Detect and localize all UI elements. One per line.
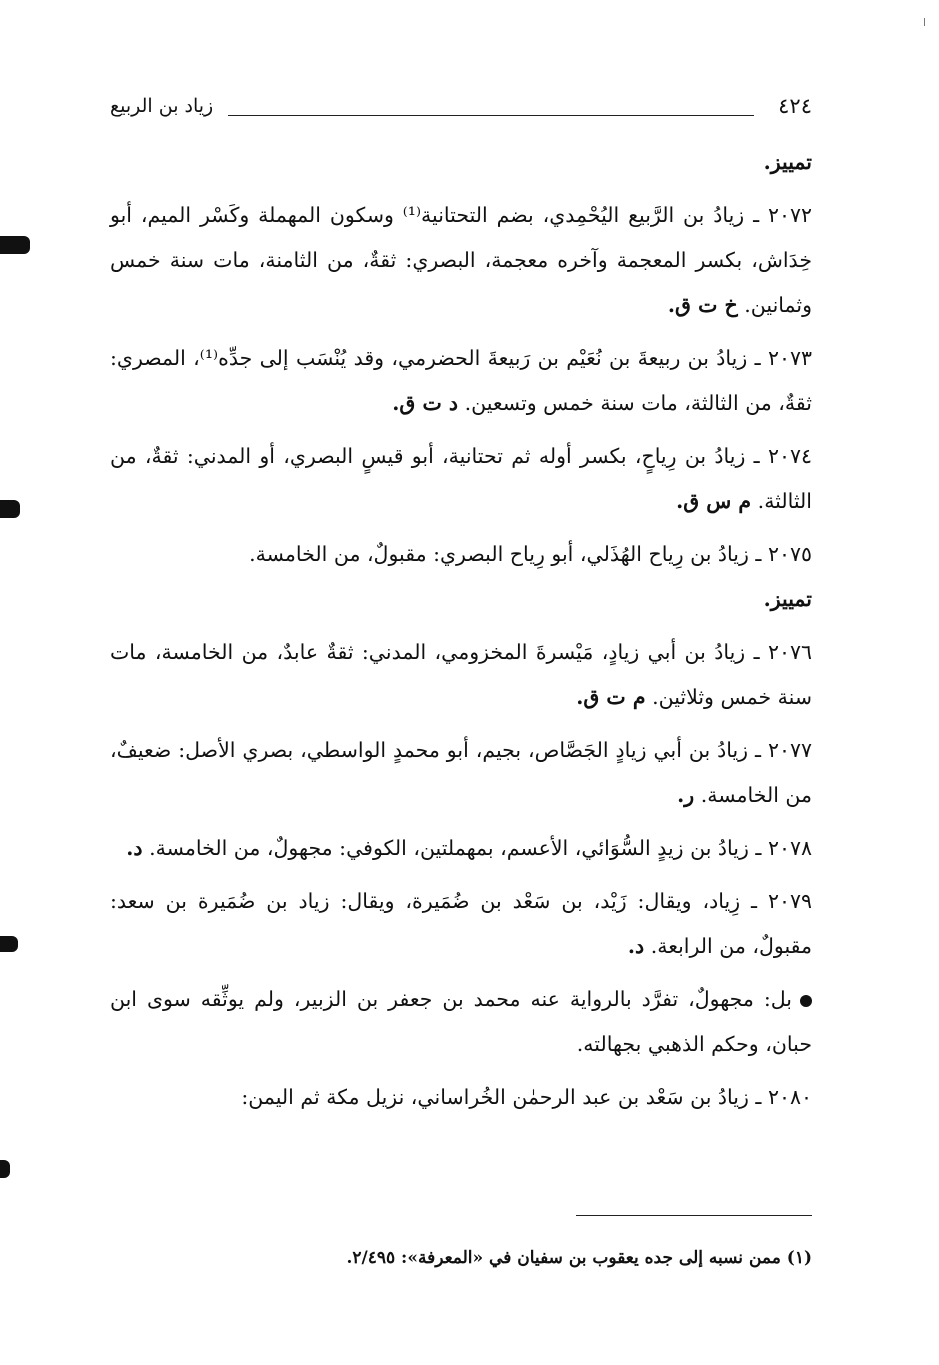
page-number: ٤٢٤	[778, 94, 812, 118]
tamyiz-label: تمييز.	[763, 150, 812, 174]
scan-artifact	[924, 18, 925, 26]
entry-2074	[110, 434, 812, 524]
footnote-rule	[576, 1215, 812, 1216]
entry-text: ٢٠٧٦ ـ زيادُ بن أبي زيادٍ، مَيْسرةَ المخزومي، المدني: ثقةٌ عابدٌ، من الخامسة، مات سنة خمس وثلاثين.	[110, 640, 812, 709]
entry-sigla: ر.	[677, 783, 695, 807]
entry-2079	[110, 879, 812, 969]
body-text	[110, 140, 812, 1120]
entry-text: ٢٠٧٥ ـ زيادُ بن رِياح الهُذَلي، أبو رِياح البصري: مقبولٌ، من الخامسة.	[249, 542, 812, 566]
note-text: بل: مجهولٌ، تفرَّد بالرواية عنه محمد بن جعفر بن الزبير، ولم يوثِّقه سوى ابن حبان، وحكم الذهبي بجهالته.	[110, 987, 812, 1056]
entry-sigla: د.	[126, 836, 143, 860]
scan-edge-mark	[0, 1160, 10, 1178]
entry-text: ٢٠٧٣ ـ زيادُ بن ربيعةَ بن نُعَيْم بن رَبيعةَ الحضرمي، وقد يُنْسَب إلى جدِّه⁽¹⁾، المصري: ثقةٌ، من الثالثة، مات سنة خمس وتسعين.	[110, 346, 812, 415]
entry-text: ٢٠٧٤ ـ زيادُ بن رِياحٍ، بكسر أوله ثم تحتانية، أبو قيسٍ البصري، أو المدني: ثقةٌ، من الثالثة.	[110, 444, 812, 513]
entry-sigla: م س ق.	[676, 489, 752, 513]
entry-2073	[110, 336, 812, 426]
entry-sigla: د.	[627, 934, 645, 958]
scan-edge-mark	[0, 500, 20, 518]
entry-2078	[110, 826, 812, 871]
scan-edge-mark	[0, 236, 30, 254]
entry-2072	[110, 193, 812, 328]
entry-text: ٢٠٧٩ ـ زِياد، ويقال: زَيْد، بن سَعْد بن ضُمَيرة، ويقال: زياد بن ضُمَيرة بن سعد: مقبولٌ، من الرابعة.	[110, 889, 812, 958]
entry-sigla: د ت ق.	[392, 391, 459, 415]
entry-2077	[110, 728, 812, 818]
entry-text: ٢٠٧٢ ـ زيادُ بن الرَّبيع اليُحْمِدي، بضم التحتانية⁽¹⁾ وسكون المهملة وكَسْر الميم، أبو خِدَاش، بكسر المعجمة وآخره معجمة، البصري: ثقةٌ، من الثامنة، مات سنة خمس وثمانين.	[110, 203, 812, 317]
running-title: زياد بن الربيع	[110, 95, 214, 117]
tamyiz-label: تمييز.	[763, 587, 812, 611]
editor-note	[110, 977, 812, 1067]
entry-text: ٢٠٨٠ ـ زيادُ بن سَعْد بن عبد الرحمٰن الخُراساني، نزيل مكة ثم اليمن:	[241, 1085, 812, 1109]
page-header	[110, 92, 812, 122]
entry-2080	[110, 1075, 812, 1120]
entry-text: ٢٠٧٧ ـ زيادُ بن أبي زيادٍ الجَصَّاص، بجيم، أبو محمدٍ الواسطي، بصري الأصل: ضعيفٌ، من الخامسة.	[110, 738, 812, 807]
footnote: (١) ممن نسبه إلى جده يعقوب بن سفيان في «المعرفة»: ٢/٤٩٥.	[346, 1248, 812, 1268]
entry-2075	[110, 532, 812, 577]
scan-edge-mark	[0, 936, 18, 952]
entry-text: ٢٠٧٨ ـ زيادُ بن زيدٍ السُّوَائي، الأعسم، بمهملتين، الكوفي: مجهولٌ، من الخامسة.	[149, 836, 812, 860]
entry-sigla: م ت ق.	[576, 685, 646, 709]
bullet-icon	[800, 995, 812, 1007]
entry-sigla: خ ت ق.	[667, 293, 738, 317]
entry-2076	[110, 630, 812, 720]
header-rule	[228, 115, 754, 116]
